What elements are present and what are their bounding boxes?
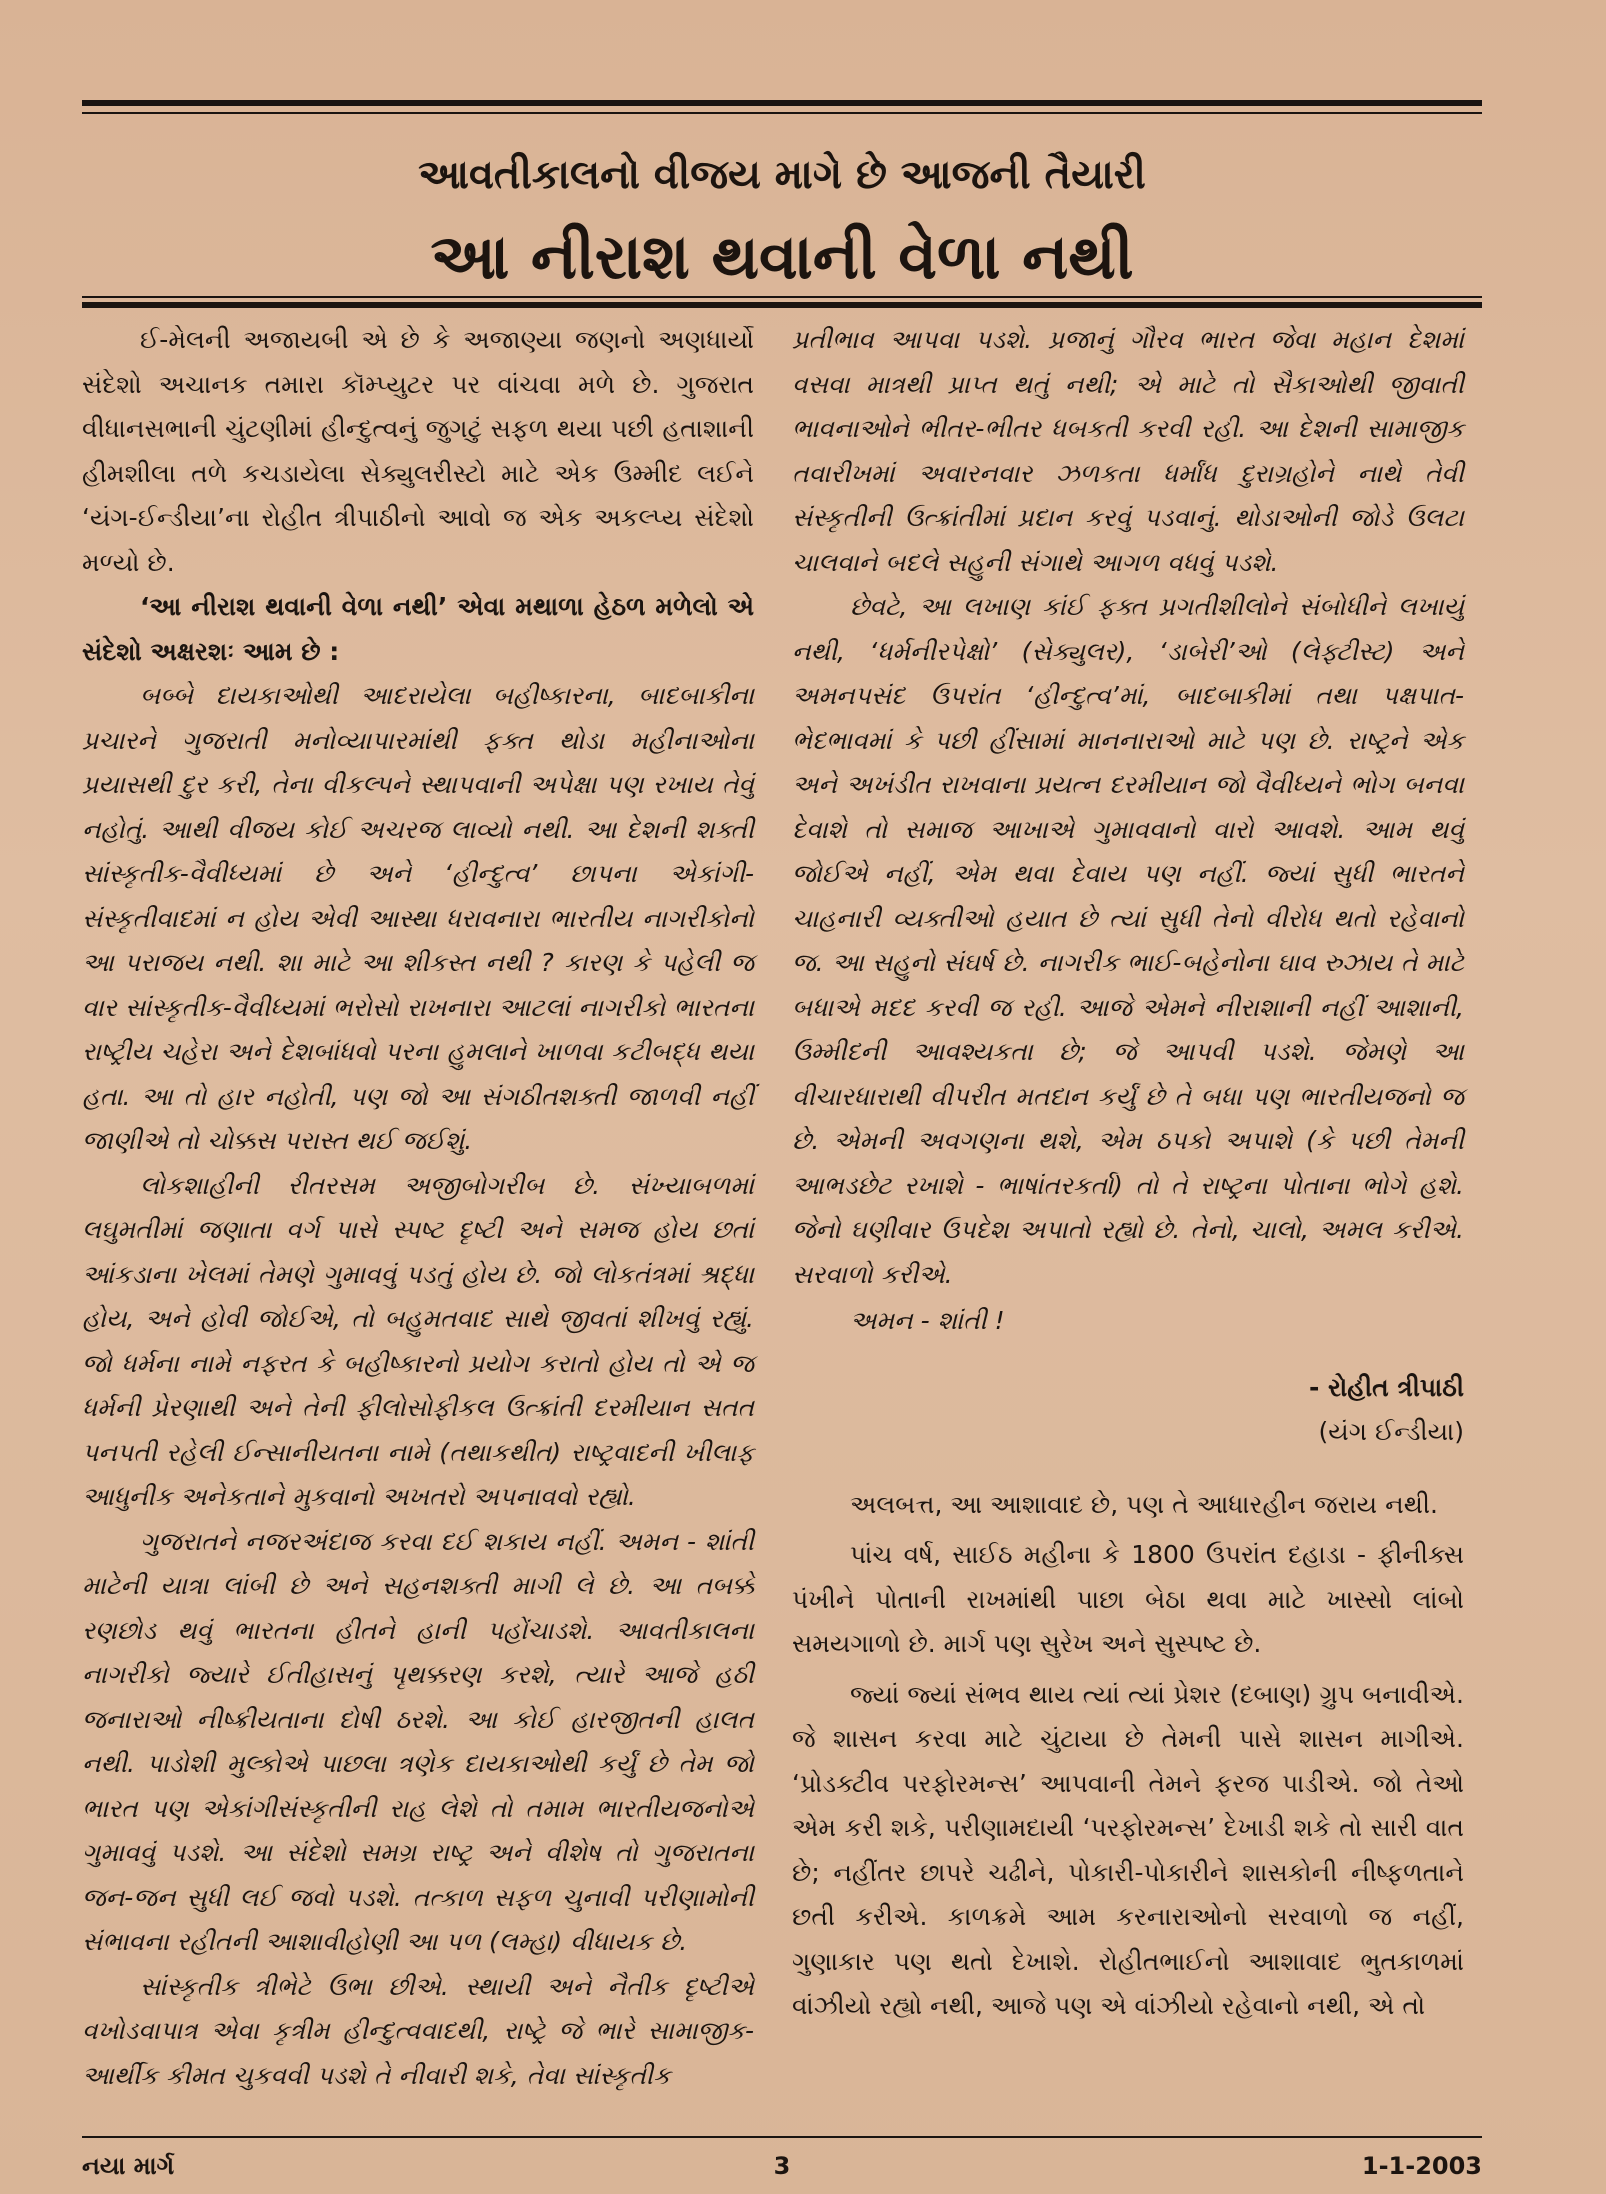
intro-paragraph: ઈ-મેલની અજાયબી એ છે કે અજાણ્યા જણનો અણધાર્યો સંદેશો અચાનક તમારા કૉમ્પ્યુટર પર વાંચવા મળે છે. ગુજરાત વીધાનસભાની ચુંટણીમાં હીન્દુત્વનું જુગટું સફળ થયા પછી હતાશાની હીમશીલા તળે કચડાયેલા સેક્યુલરીસ્ટો માટે એક ઉમ્મીદ લઈને ‘યંગ-ઈન્ડીયા’ના રોહીત ત્રીપાઠીનો આવો જ એક અકલ્પ્ય સંદેશો મળ્યો છે.	[82, 325, 754, 577]
message-paragraph: લોકશાહીની રીતરસમ અજીબોગરીબ છે. સંખ્યાબળમાં લઘુમતીમાં જણાતા વર્ગ પાસે સ્પષ્ટ દૃષ્ટી અને સમજ હોય છતાં આંકડાના ખેલમાં તેમણે ગુમાવવું પડતું હોય છે. જો લોકતંત્રમાં શ્રદ્ધા હોય, અને હોવી જોઈએ, તો બહુમતવાદ સાથે જીવતાં શીખવું રહ્યું. જો ધર્મના નામે નફરત કે બહીષ્કારનો પ્રયોગ કરાતો હોય તો એ જ ધર્મની પ્રેરણાથી અને તેની ફીલોસોફીકલ ઉત્ક્રાંતી દરમીયાન સતત પનપતી રહેલી ઈન્સાનીયતના નામે (તથાકથીત) રાષ્ટ્રવાદની ખીલાફ આધુનીક અનેકતાને મુકવાનો અખતરો અપનાવવો રહ્યો.	[82, 1170, 754, 1511]
message-paragraph: ગુજરાતને નજરઅંદાજ કરવા દઈ શકાય નહીં. અમન - શાંતી માટેની યાત્રા લાંબી છે અને સહનશક્તી માગી લે છે. આ તબક્કે રણછોડ થવું ભારતના હીતને હાની પહોંચાડશે. આવતીકાલના નાગરીકો જ્યારે ઈતીહાસનું પૃથક્કરણ કરશે, ત્યારે આજે હઠી જનારાઓ નીષ્ક્રીયતાના દોષી ઠરશે. આ કોઈ હારજીતની હાલત નથી. પાડોશી મુલ્કોએ પાછલા ત્રણેક દાયકાઓથી કર્યું છે તેમ જો ભારત પણ એકાંગીસંસ્કૃતીની રાહ લેશે તો તમામ ભારતીયજનોએ ગુમાવવું પડશે. આ સંદેશો સમગ્ર રાષ્ટ્ર અને વીશેષ તો ગુજરાતના જન-જન સુધી લઈ જવો પડશે. તત્કાળ સફળ ચુનાવી પરીણામોની સંભાવના રહીતની આશાવીહોણી આ પળ (લમ્હા) વીધાયક છે.	[82, 1526, 754, 1956]
signature-org: (યંગ ઈન્ડીયા)	[1318, 1417, 1464, 1446]
left-column	[82, 318, 754, 2098]
issue-date: 1-1-2003	[1361, 2152, 1482, 2180]
top-rule-thick	[82, 100, 1482, 106]
page-footer	[82, 2146, 1482, 2186]
headline-rule-thick	[82, 302, 1482, 308]
body-paragraph: પાંચ વર્ષ, સાઈઠ મહીના કે 1800 ઉપરાંત દહાડા - ફીનીક્સ પંખીને પોતાની રાખમાંથી પાછા બેઠા થવા માટે ખાસ્સો લાંબો સમયગાળો છે. માર્ગ પણ સુરેખ અને સુસ્પષ્ટ છે.	[792, 1540, 1464, 1658]
article-kicker: આવતીકાલનો વીજય માગે છે આજની તૈયારી	[418, 152, 1146, 198]
article-headline: આ નીરાશ થવાની વેળા નથી	[430, 220, 1134, 293]
message-paragraph: બબ્બે દાયકાઓથી આદરાયેલા બહીષ્કારના, બાદબાકીના પ્રચારને ગુજરાતી મનોવ્યાપારમાંથી ફક્ત થોડા મહીનાઓના પ્રયાસથી દુર કરી, તેના વીકલ્પને સ્થાપવાની અપેક્ષા પણ રખાય તેવું નહોતું. આથી વીજય કોઈ અચરજ લાવ્યો નથી. આ દેશની શક્તી સાંસ્કૃતીક-વૈવીધ્યમાં છે અને ‘હીન્દુત્વ’ છાપના એકાંગી-સંસ્કૃતીવાદમાં ન હોય એવી આસ્થા ધરાવનારા ભારતીય નાગરીકોનો આ પરાજય નથી. શા માટે આ શીકસ્ત નથી ? કારણ કે પહેલી જ વાર સાંસ્કૃતીક-વૈવીધ્યમાં ભરોસો રાખનારા આટલાં નાગરીકો ભારતના રાષ્ટ્રીય ચહેરા અને દેશબાંધવો પરના હુમલાને ખાળવા કટીબદ્ધ થયા હતા. આ તો હાર નહોતી, પણ જો આ સંગઠીતશક્તી જાળવી નહીં જાણીએ તો ચોક્કસ પરાસ્ત થઈ જઈશું.	[82, 681, 754, 1155]
page-number: 3	[773, 2152, 791, 2180]
message-paragraph: સાંસ્કૃતીક ત્રીભેટે ઉભા છીએ. સ્થાયી અને નૈતીક દૃષ્ટીએ વખોડવાપાત્ર એવા કૃત્રીમ હીન્દુત્વવાદથી, રાષ્ટ્રે જે ભારે સામાજીક-આર્થીક કીમત ચુકવવી પડશે તે નીવારી શકે, તેવા સાંસ્કૃતીક	[82, 1971, 754, 2090]
message-paragraph: છેવટે, આ લખાણ કાંઈ ફક્ત પ્રગતીશીલોને સંબોધીને લખાયું નથી, ‘ધર્મનીરપેક્ષો’ (સેક્યુલર), ‘ડાબેરી’ઓ (લેફ્ટીસ્ટ) અને અમનપસંદ ઉપરાંત ‘હીન્દુત્વ’માં, બાદબાકીમાં તથા પક્ષપાત-ભેદભાવમાં કે પછી હીંસામાં માનનારાઓ માટે પણ છે. રાષ્ટ્રને એક અને અખંડીત રાખવાના પ્રયત્ન દરમીયાન જો વૈવીધ્યને ભોગ બનવા દેવાશે તો સમાજ આખાએ ગુમાવવાનો વારો આવશે. આમ થવું જોઈએ નહીં, એમ થવા દેવાય પણ નહીં. જ્યાં સુધી ભારતને ચાહનારી વ્યક્તીઓ હયાત છે ત્યાં સુધી તેનો વીરોધ થતો રહેવાનો જ. આ સહુનો સંઘર્ષ છે. નાગરીક ભાઈ-બહેનોના ઘાવ રુઝાય તે માટે બધાએ મદદ કરવી જ રહી. આજે એમને નીરાશાની નહીં આશાની, ઉમ્મીદની આવશ્યકતા છે; જે આપવી પડશે. જેમણે આ વીચારધારાથી વીપરીત મતદાન કર્યું છે તે બધા પણ ભારતીયજનો જ છે. એમની અવગણના થશે, એમ ઠપકો અપાશે (કે પછી તેમની આભડછેટ રખાશે - ભાષાંતરકર્તા) તો તે રાષ્ટ્રના પોતાના ભોગે હશે. જેનો ઘણીવાર ઉપદેશ અપાતો રહ્યો છે. તેનો, ચાલો, અમલ કરીએ. સરવાળો કરીએ.	[792, 592, 1464, 1289]
right-column	[792, 318, 1464, 2029]
signature-name: - રોહીત ત્રીપાઠી	[1308, 1372, 1464, 1402]
body-paragraph: જ્યાં જ્યાં સંભવ થાય ત્યાં ત્યાં પ્રેશર (દબાણ) ગ્રુપ બનાવીએ. જે શાસન કરવા માટે ચુંટાયા છે તેમની પાસે શાસન માગીએ. ‘પ્રોડક્ટીવ પરફોરમન્સ’ આપવાની તેમને ફરજ પાડીએ. જો તેઓ એમ કરી શકે, પરીણામદાયી ‘પરફોરમન્સ’ દેખાડી શકે તો સારી વાત છે; નહીંતર છાપરે ચઢીને, પોકારી-પોકારીને શાસકોની નીષ્ફળતાને છતી કરીએ. કાળક્રમે આમ કરનારાઓનો સરવાળો જ નહીં, ગુણાકાર પણ થતો દેખાશે. રોહીતભાઈનો આશાવાદ ભુતકાળમાં વાંઝીયો રહ્યો નથી, આજે પણ એ વાંઝીયો રહેવાનો નથી, એ તો	[792, 1679, 1464, 2020]
intro-quote-paragraph: ‘આ નીરાશ થવાની વેળા નથી’ એવા મથાળા હેઠળ મળેલો એ સંદેશો અક્ષરશઃ આમ છે :	[82, 592, 754, 666]
message-paragraph: પ્રતીભાવ આપવા પડશે. પ્રજાનું ગૌરવ ભારત જેવા મહાન દેશમાં વસવા માત્રથી પ્રાપ્ત થતું નથી; એ માટે તો સૈકાઓથી જીવાતી ભાવનાઓને ભીતર-ભીતર ધબકતી કરવી રહી. આ દેશની સામાજીક તવારીખમાં અવારનવાર ઝળકતા ધર્માંધ દુરાગ્રહોને નાથે તેવી સંસ્કૃતીની ઉત્ક્રાંતીમાં પ્રદાન કરવું પડવાનું. થોડાઓની જોડે ઉલટા ચાલવાને બદલે સહુની સંગાથે આગળ વધવું પડશે.	[792, 325, 1464, 577]
message-closing: અમન - શાંતી !	[850, 1306, 1005, 1335]
publication-name: નયા માર્ગ	[82, 2152, 175, 2180]
body-paragraph: અલબત્ત, આ આશાવાદ છે, પણ તે આધારહીન જરાય નથી.	[850, 1489, 1438, 1519]
headline-rule-thin	[82, 296, 1482, 298]
top-rule-thin	[82, 112, 1482, 114]
footer-rule	[82, 2136, 1482, 2138]
